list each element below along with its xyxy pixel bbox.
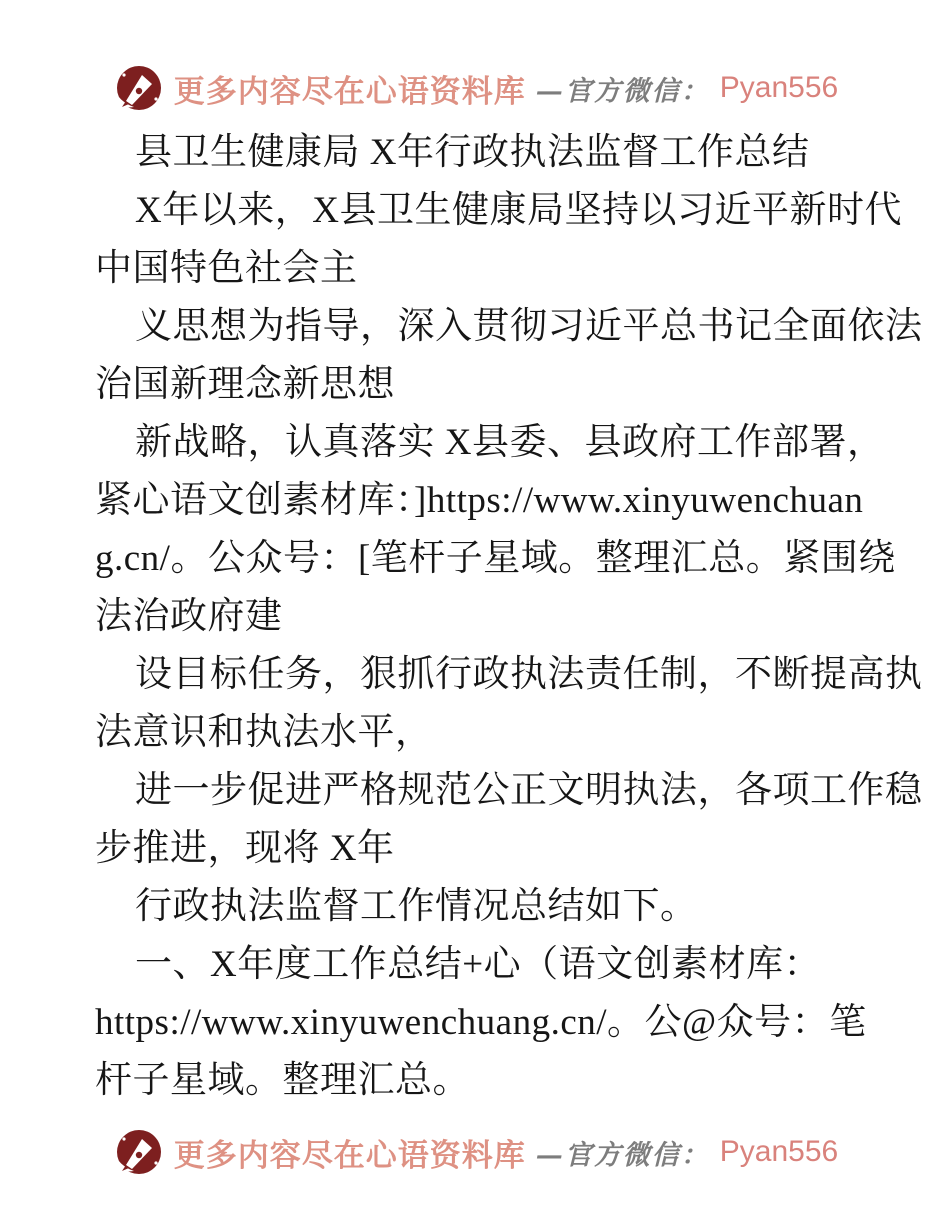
official-wechat-label: —官方微信： (535, 75, 710, 107)
text-line: 法治政府建 (95, 596, 283, 637)
text-line: 县卫生健康局 X年行政执法监督工作总结 (135, 132, 810, 173)
text-line: 法意识和执法水平， (95, 712, 433, 753)
text-line: 新战略，认真落实 X县委、县政府工作部署， (135, 422, 885, 463)
text-line: 紧心语文创素材库：]https://www.xinyuwenchuan (95, 480, 864, 521)
document-body (0, 116, 950, 1110)
text-line: X年以来，X县卫生健康局坚持以习近平新时代 (135, 190, 902, 231)
text-line: 中国特色社会主 (95, 248, 358, 289)
text-line: 进一步促进严格规范公正文明执法，各项工作稳 (135, 770, 923, 811)
wechat-id: Pyan556 (719, 1135, 839, 1168)
footer-banner (0, 1124, 950, 1180)
text-line: g.cn/。公众号：[笔杆子星域。整理汇总。紧围绕 (95, 538, 896, 579)
text-line: 杆子星域。整理汇总。 (95, 1060, 470, 1101)
text-line: 设目标任务，狠抓行政执法责任制，不断提高执 (135, 654, 923, 695)
brand-text: 更多内容尽在心语资料库 (173, 1137, 526, 1173)
text-line: 一、X年度工作总结+心（语文创素材库： (135, 944, 822, 985)
text-line: 行政执法监督工作情况总结如下。 (135, 886, 698, 927)
official-wechat-label: —官方微信： (535, 1139, 710, 1171)
text-line: 治国新理念新思想 (95, 364, 395, 405)
text-line: https://www.xinyuwenchuang.cn/。公@众号：笔 (95, 1002, 867, 1043)
header-banner (0, 60, 950, 116)
brand-text: 更多内容尽在心语资料库 (173, 73, 526, 109)
pen-nib-logo-icon (112, 1127, 164, 1177)
text-line: 义思想为指导，深入贯彻习近平总书记全面依法 (135, 306, 923, 347)
text-line: 步推进，现将 X年 (95, 828, 395, 869)
wechat-id: Pyan556 (719, 71, 839, 104)
pen-nib-logo-icon (112, 63, 164, 113)
